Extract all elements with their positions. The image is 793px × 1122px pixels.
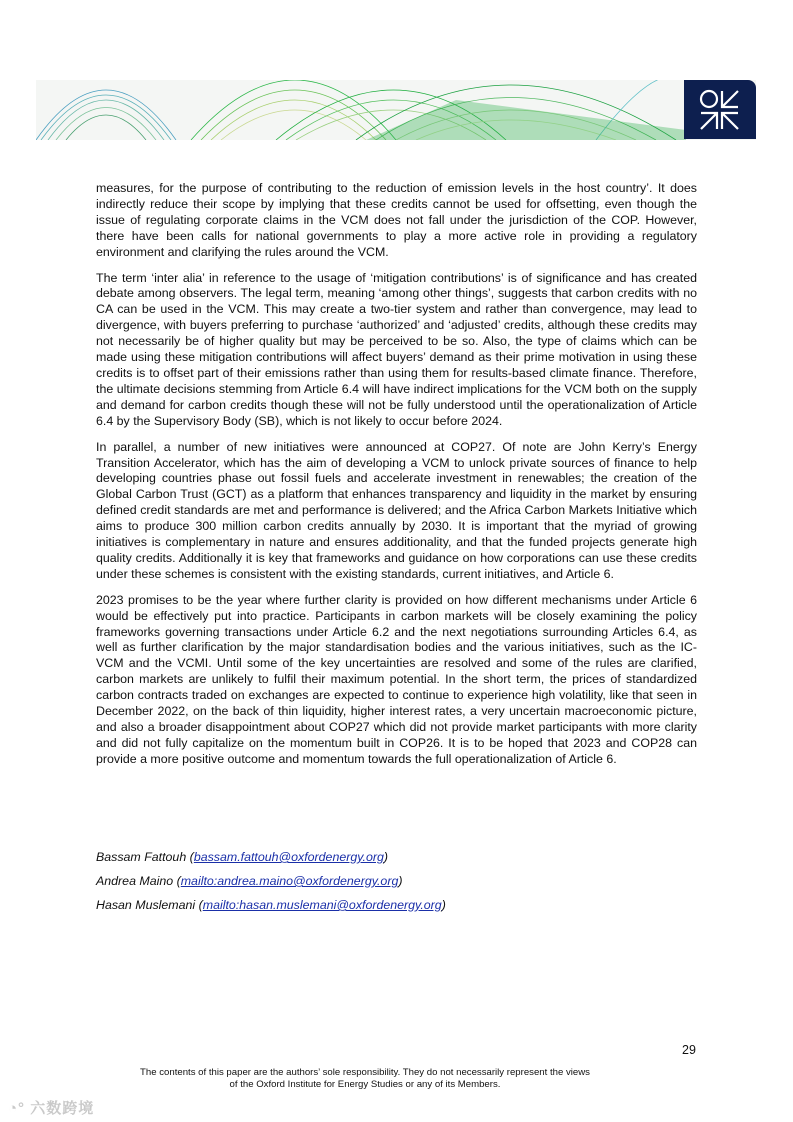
paragraph: measures, for the purpose of contributing to the reduction of emission levels in the host country’. It does indirectly reduce their scope by implying that these credits cannot be used for offsetting, even though the issue of regulating corporate claims in the VCM does not fall under the jurisdiction of the COP. However, there have been calls for national governments to play a more active role in providing a regulatory environment and clarifying the rules around the VCM. <box>96 181 697 259</box>
logo-mark-icon <box>698 88 742 132</box>
wave-graphic <box>36 80 756 140</box>
footer-line: The contents of this paper are the authors’ sole responsibility. They do not necessarily represent the views <box>140 1067 590 1078</box>
footer-line: of the Oxford Institute for Energy Studies or any of its Members. <box>229 1079 501 1090</box>
paren: ) <box>441 898 446 912</box>
author-email-link[interactable]: bassam.fattouh@oxfordenergy.org <box>193 850 384 864</box>
author-line <box>96 874 446 898</box>
author-name: Hasan Muslemani <box>96 898 196 912</box>
author-email-link[interactable]: mailto:hasan.muslemani@oxfordenergy.org <box>202 898 442 912</box>
paren: ( <box>195 898 203 912</box>
paren: ( <box>186 850 194 864</box>
page-number: 29 <box>682 1043 696 1057</box>
watermark: ◔° 六数跨境 <box>8 1100 95 1117</box>
paragraph: In parallel, a number of new initiatives were announced at COP27. Of note are John Kerry’s Energy Transition Accelerator, which has the aim of developing a VCM to unlock private sources of finance to help developing countries phase out fossil fuels and accelerate investment in renewables; the creation of the Global Carbon Trust (GCT) as a platform that enhances transparency and liquidity in the market by ensuring defined credit standards are met and performance is delivered; and the Africa Carbon Markets Initiative which aims to produce 300 million carbon credits annually by 2030. It is important that the myriad of growing initiatives is complementary in nature and ensures additionality, and that the funded projects generate high quality credits. Additionally it is key that frameworks and guidance on how corporations can use these credits under these schemes is consistent with the existing standards, current initiatives, and Article 6. <box>96 439 697 581</box>
paren: ) <box>398 874 403 888</box>
author-name: Bassam Fattouh <box>96 850 187 864</box>
watermark-text: 六数跨境 <box>30 1100 95 1117</box>
header-banner <box>36 80 756 140</box>
paragraph: 2023 promises to be the year where further clarity is provided on how different mechanisms under Article 6 would be effectively put into practice. Participants in carbon markets will be closely examining the policy frameworks governing transactions under Article 6.2 and the next negotiations surrounding Articles 6.4, as well as further clarification by the major standardisation bodies and the various initiatives, such as the IC-VCM and the VCMI. Until some of the key uncertainties are resolved and some of the rules are clarified, carbon markets are unlikely to fulfil their maximum potential. In the short term, the prices of standardized carbon contracts traded on exchanges are expected to continue to experience high volatility, like that seen in December 2022, on the back of thin liquidity, higher interest rates, a very uncertain macroeconomic picture, and also a broader disappointment about COP27 which did not provide market participants with more clarity and did not fully capitalize on the momentum built in COP26. It is to be hoped that 2023 and COP28 can provide a more positive outcome and momentum towards the full operationalization of Article 6. <box>96 592 697 766</box>
author-list <box>96 850 446 922</box>
paragraph: The term ‘inter alia’ in reference to the usage of ‘mitigation contributions’ is of significance and has created debate among observers. The legal term, meaning ‘among other things’, suggests that carbon credits with no CA can be used in the VCM. This may create a two-tier system and rather than convergence, may lead to divergence, with buyers preferring to purchase ‘authorized’ and ‘adjusted’ credits, although these credits may not necessarily be of higher quality but may be perceived to be so. Also, the type of claims which can be made using these mitigation contributions will affect buyers’ demand as their prime motivation in using these credits is to offset part of their emissions rather than using them for results-based climate finance. Therefore, the ultimate decisions stemming from Article 6.4 will have indirect implications for the VCM both on the supply and demand for carbon credits though these will not be fully understood until the operationalization of Article 6.4 by the Supervisory Body (SB), which is not likely to occur before 2024. <box>96 270 697 428</box>
author-line <box>96 850 446 874</box>
paren: ) <box>383 850 389 864</box>
paren: ( <box>173 874 181 888</box>
author-name: Andrea Maino <box>96 874 174 888</box>
oies-logo <box>684 80 756 139</box>
body-text <box>96 181 697 778</box>
author-email-link[interactable]: mailto:andrea.maino@oxfordenergy.org <box>180 874 399 888</box>
footer-disclaimer <box>100 1067 630 1091</box>
author-line <box>96 898 446 922</box>
